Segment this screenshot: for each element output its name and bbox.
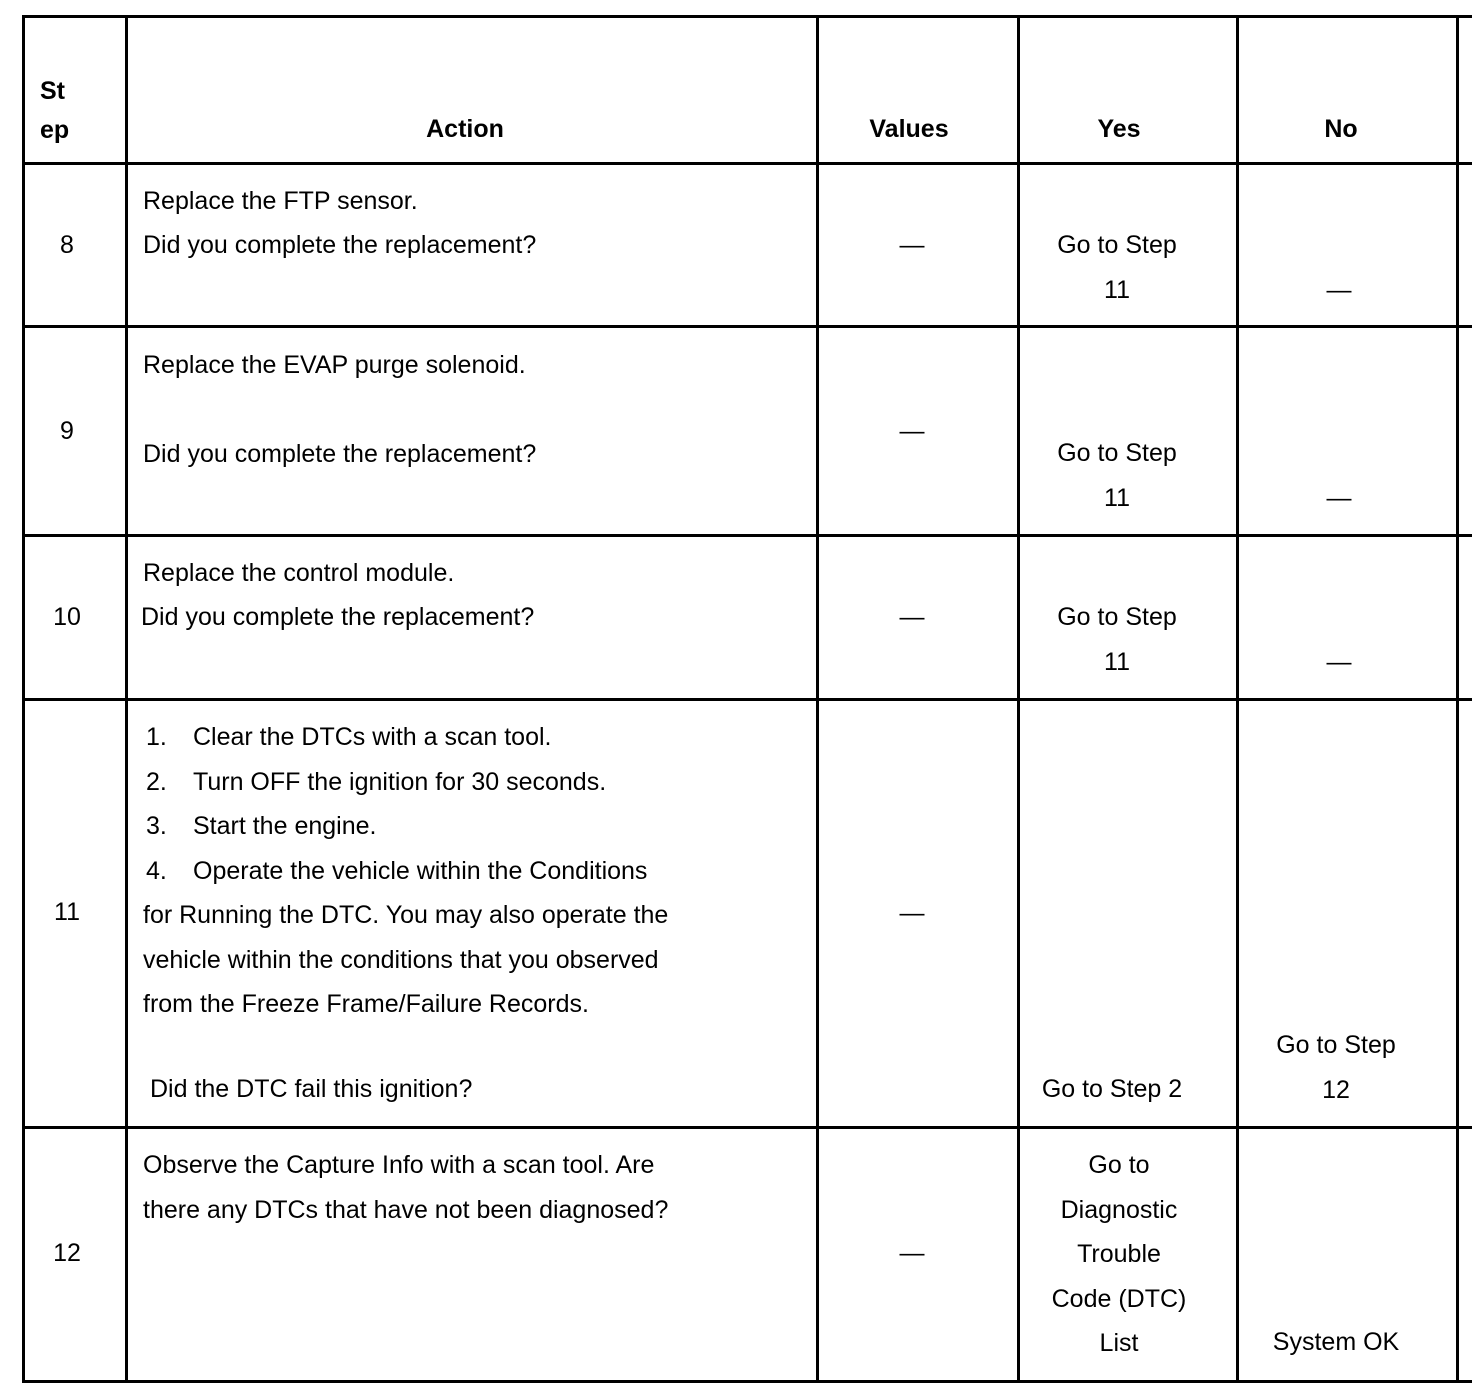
yes-line: Go to Step bbox=[1057, 603, 1177, 631]
yes-cell bbox=[1057, 223, 1177, 312]
action-question: Did the DTC fail this ignition? bbox=[150, 1075, 473, 1103]
values-cell: — bbox=[899, 417, 925, 445]
list-item-text: Turn OFF the ignition for 30 seconds. bbox=[193, 767, 607, 796]
column-divider bbox=[1236, 15, 1239, 1383]
action-continuation bbox=[143, 893, 668, 1027]
header-step-line2: ep bbox=[40, 116, 70, 144]
action-line: for Running the DTC. You may also operate the bbox=[143, 901, 669, 929]
no-cell: System OK bbox=[1272, 1328, 1400, 1356]
no-line: 12 bbox=[1322, 1075, 1350, 1104]
action-text: Replace the FTP sensor. bbox=[143, 187, 418, 215]
yes-line: List bbox=[1099, 1329, 1139, 1357]
list-item-text: Operate the vehicle within the Conditions bbox=[193, 856, 648, 885]
action-question: Did you complete the replacement? bbox=[143, 231, 537, 259]
row-divider bbox=[22, 698, 1472, 701]
list-item-number: 3. bbox=[146, 812, 167, 840]
header-step bbox=[40, 72, 69, 150]
header-values: Values bbox=[869, 115, 949, 143]
row-divider bbox=[22, 534, 1472, 537]
yes-line: 11 bbox=[1104, 647, 1130, 676]
yes-line: Go to Step bbox=[1057, 231, 1177, 259]
step-number: 11 bbox=[54, 898, 80, 926]
list-item-number: 4. bbox=[146, 856, 167, 885]
table-border-right bbox=[1456, 15, 1459, 1383]
action-question: Did you complete the replacement? bbox=[141, 603, 535, 631]
no-cell: — bbox=[1326, 648, 1352, 676]
header-step-line1: St bbox=[40, 77, 65, 105]
row-divider bbox=[22, 325, 1472, 328]
column-divider bbox=[125, 15, 128, 1383]
list-item bbox=[146, 715, 647, 760]
values-cell: — bbox=[899, 899, 925, 927]
values-cell: — bbox=[899, 231, 925, 259]
column-divider bbox=[1017, 15, 1020, 1383]
no-cell: — bbox=[1326, 484, 1352, 512]
table-border-top bbox=[22, 15, 1472, 18]
step-number: 9 bbox=[60, 417, 74, 445]
diagnostic-table bbox=[22, 15, 1472, 1383]
header-action: Action bbox=[426, 115, 504, 143]
no-line: Go to Step bbox=[1276, 1031, 1396, 1059]
values-cell: — bbox=[899, 1239, 925, 1267]
no-cell bbox=[1276, 1023, 1396, 1112]
step-number: 12 bbox=[53, 1239, 81, 1267]
header-no: No bbox=[1324, 115, 1358, 143]
action-line: vehicle within the conditions that you observed bbox=[143, 945, 659, 974]
step-number: 10 bbox=[53, 603, 81, 631]
table-border-bottom bbox=[22, 1380, 1472, 1383]
action-text: Replace the control module. bbox=[143, 559, 455, 587]
list-item bbox=[146, 804, 647, 849]
action-text bbox=[143, 1143, 668, 1232]
yes-line: 11 bbox=[1104, 275, 1130, 304]
action-text: Replace the EVAP purge solenoid. bbox=[143, 351, 526, 379]
list-item bbox=[146, 849, 647, 894]
no-cell: — bbox=[1326, 276, 1352, 304]
table-border-left bbox=[22, 15, 25, 1383]
list-item-number: 1. bbox=[146, 723, 167, 751]
list-item bbox=[146, 760, 647, 805]
yes-cell bbox=[1052, 1143, 1187, 1366]
yes-cell bbox=[1057, 595, 1177, 684]
list-item-text: Clear the DTCs with a scan tool. bbox=[193, 723, 552, 751]
yes-line: 11 bbox=[1104, 483, 1130, 512]
list-item-text: Start the engine. bbox=[193, 812, 377, 840]
values-cell: — bbox=[899, 603, 925, 631]
list-item-number: 2. bbox=[146, 767, 167, 796]
action-line: Observe the Capture Info with a scan tool. Are bbox=[143, 1151, 655, 1179]
yes-line: Trouble bbox=[1077, 1240, 1161, 1268]
action-line: from the Freeze Frame/Failure Records. bbox=[143, 990, 589, 1018]
yes-line: Diagnostic bbox=[1060, 1195, 1178, 1224]
action-line: there any DTCs that have not been diagnosed? bbox=[143, 1195, 669, 1224]
header-row-divider bbox=[22, 162, 1472, 165]
yes-line: Code (DTC) bbox=[1051, 1284, 1187, 1313]
header-yes: Yes bbox=[1097, 115, 1141, 143]
action-numbered-list bbox=[146, 715, 647, 893]
yes-line: Go to Step bbox=[1057, 439, 1177, 467]
yes-cell: Go to Step 2 bbox=[1041, 1075, 1183, 1103]
row-divider bbox=[22, 1126, 1472, 1129]
step-number: 8 bbox=[60, 231, 74, 259]
yes-line: Go to bbox=[1088, 1151, 1150, 1179]
column-divider bbox=[816, 15, 819, 1383]
yes-cell bbox=[1057, 431, 1177, 520]
action-question: Did you complete the replacement? bbox=[143, 440, 537, 468]
